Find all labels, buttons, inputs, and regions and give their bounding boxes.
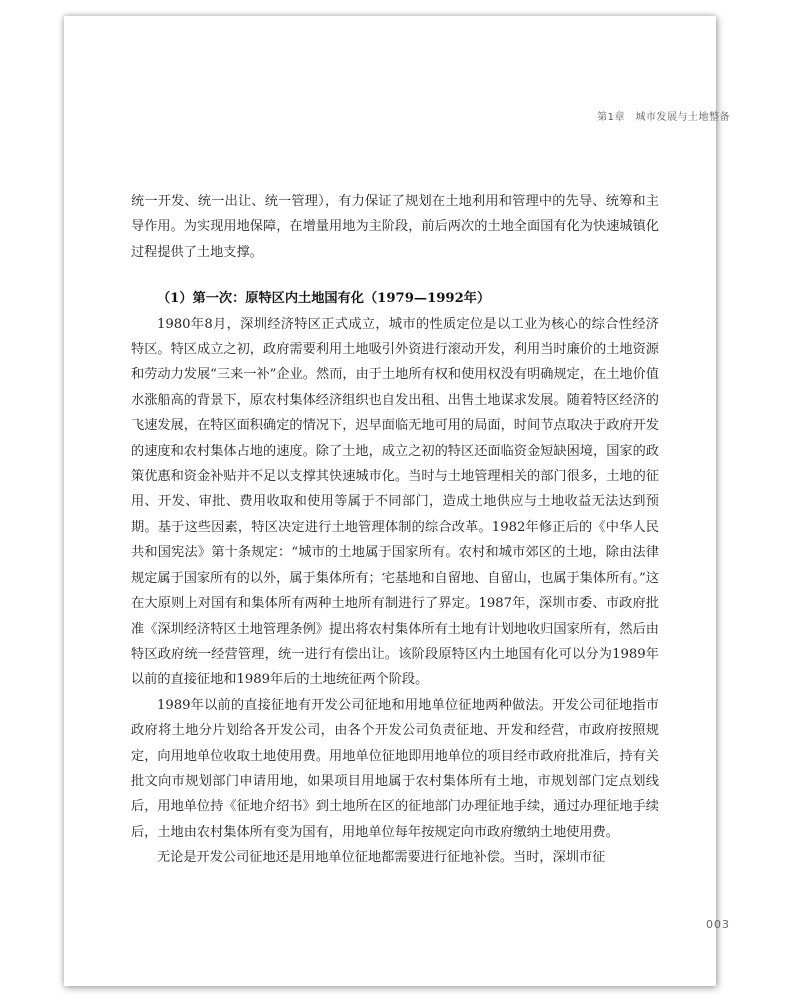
paragraph-continuation: 统一开发、统一出让、统一管理），有力保证了规划在土地利用和管理中的先导、统筹和主导作用。为实现用地保障，在增量用地为主阶段，前后两次的土地全面国有化为快速城镇化过程提供了土地支撑。	[131, 194, 659, 260]
running-header: 第1章 城市发展与土地整备	[597, 112, 730, 123]
paragraph: 无论是开发公司征地还是用地单位征地都需要进行征地补偿。当时，深圳市征	[157, 850, 606, 866]
page-body	[131, 189, 659, 871]
section-heading: （1）第一次：原特区内土地国有化（1979—1992年）	[157, 291, 491, 307]
paragraph: 1980年8月，深圳经济特区正式成立，城市的性质定位是以工业为核心的综合性经济特区。特区成立之初，政府需要利用土地吸引外资进行滚动开发，利用当时廉价的土地资源和劳动力发展“三来一补”企业。然而，由于土地所有权和使用权没有明确规定，在土地价值水涨船高的背景下，原农村集体经济组织也自发出租、出售土地谋求发展。随着特区经济的飞速发展，在特区面积确定的情况下，迟早面临无地可用的局面，时间节点取决于政府开发的速度和农村集体占地的速度。除了土地，成立之初的特区还面临资金短缺困境，国家的政策优惠和资金补贴并不足以支撑其快速城市化。当时与土地管理相关的部门很多，土地的征用、开发、审批、费用收取和使用等属于不同部门，造成土地供应与土地收益无法达到预期。基于这些因素，特区决定进行土地管理体制的综合改革。1982年修正后的《中华人民共和国宪法》第十条规定：“城市的土地属于国家所有。农村和城市郊区的土地，除由法律规定属于国家所有的以外，属于集体所有；宅基地和自留地、自留山，也属于集体所有。”这在大原则上对国有和集体所有两种土地所有制进行了界定。1987年，深圳市委、市政府批准《深圳经济特区土地管理条例》提出将农村集体所有土地有计划地收归国家所有，然后由特区政府统一经营管理，统一进行有偿出让。该阶段原特区内土地国有化可以分为1989年以前的直接征地和1989年后的土地统征两个阶段。	[131, 316, 659, 688]
page-number: 003	[706, 918, 730, 931]
paragraph: 1989年以前的直接征地有开发公司征地和用地单位征地两种做法。开发公司征地指市政府将土地分片划给各开发公司，由各个开发公司负责征地、开发和经营，市政府按照规定，向用地单位收取土地使用费。用地单位征地即用地单位的项目经市政府批准后，持有关批文向市规划部门申请用地，如果项目用地属于农村集体所有土地，市规划部门定点划线后，用地单位持《征地介绍书》到土地所在区的征地部门办理征地手续，通过办理征地手续后，土地由农村集体所有变为国有，用地单位每年按规定向市政府缴纳土地使用费。	[131, 697, 659, 840]
